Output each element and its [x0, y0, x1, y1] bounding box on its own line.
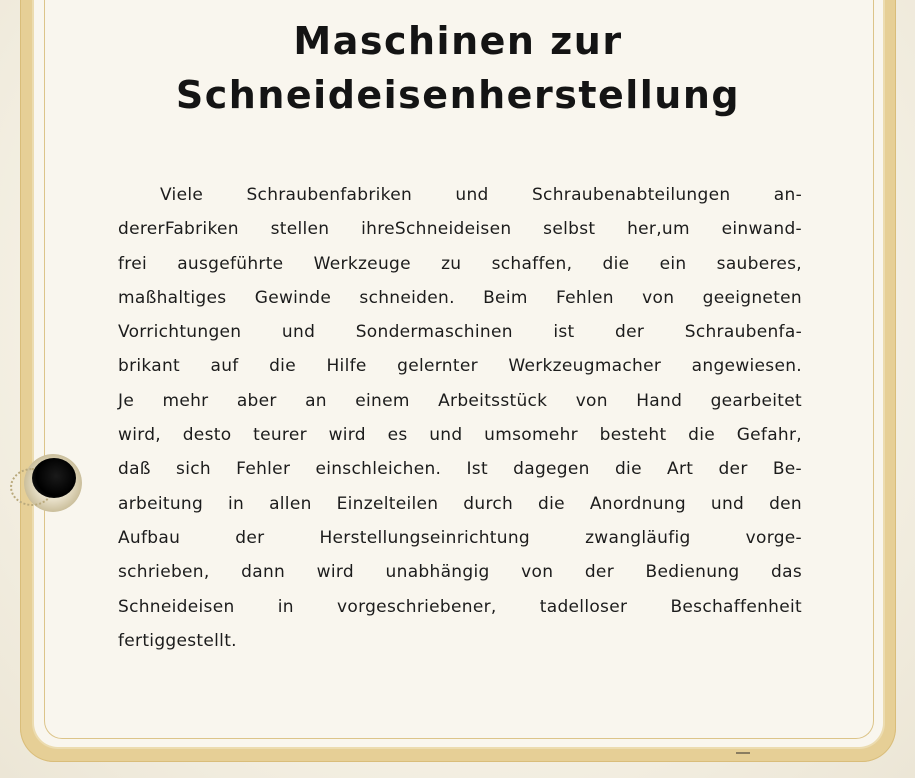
body-line-10: arbeitung in allen Einzelteilen durch die Anordnung und den [118, 493, 802, 514]
title-line-2: Schneideisenherstellung [175, 73, 741, 117]
body-line-3: frei ausgeführte Werkzeuge zu schaffen, die ein sauberes, [118, 253, 802, 274]
paper-speck [736, 752, 750, 754]
body-line-4: maßhaltiges Gewinde schneiden. Beim Fehlen von geeigneten [118, 287, 802, 308]
body-line-8: wird, desto teurer wird es und umsomehr besteht die Gefahr, [118, 425, 802, 446]
body-line-7: Je mehr aber an einem Arbeitsstück von Hand gearbeitet [118, 390, 802, 411]
body-line-6: brikant auf die Hilfe gelernter Werkzeugmacher angewiesen. [118, 356, 802, 377]
punch-hole [24, 454, 82, 512]
body-line-2: dererFabriken stellen ihreSchneideisen selbst her,um einwand- [118, 219, 802, 240]
body-line-5: Vorrichtungen und Sondermaschinen ist der Schraubenfa- [118, 322, 802, 343]
title-line-1: Maschinen zur [293, 19, 623, 63]
punch-hole-core [32, 458, 76, 498]
body-paragraph [118, 178, 802, 658]
body-line-1: Viele Schraubenfabriken und Schraubenabteilungen an- [160, 185, 802, 205]
body-line-12: schrieben, dann wird unabhängig von der Bedienung das [118, 562, 802, 583]
page-title [44, 14, 872, 122]
body-line-14: fertiggestellt. [118, 630, 237, 651]
body-line-13: Schneideisen in vorgeschriebener, tadelloser Beschaffenheit [118, 596, 802, 617]
body-line-11: Aufbau der Herstellungseinrichtung zwangläufig vorge- [118, 527, 802, 548]
body-line-9: daß sich Fehler einschleichen. Ist dagegen die Art der Be- [118, 459, 802, 480]
